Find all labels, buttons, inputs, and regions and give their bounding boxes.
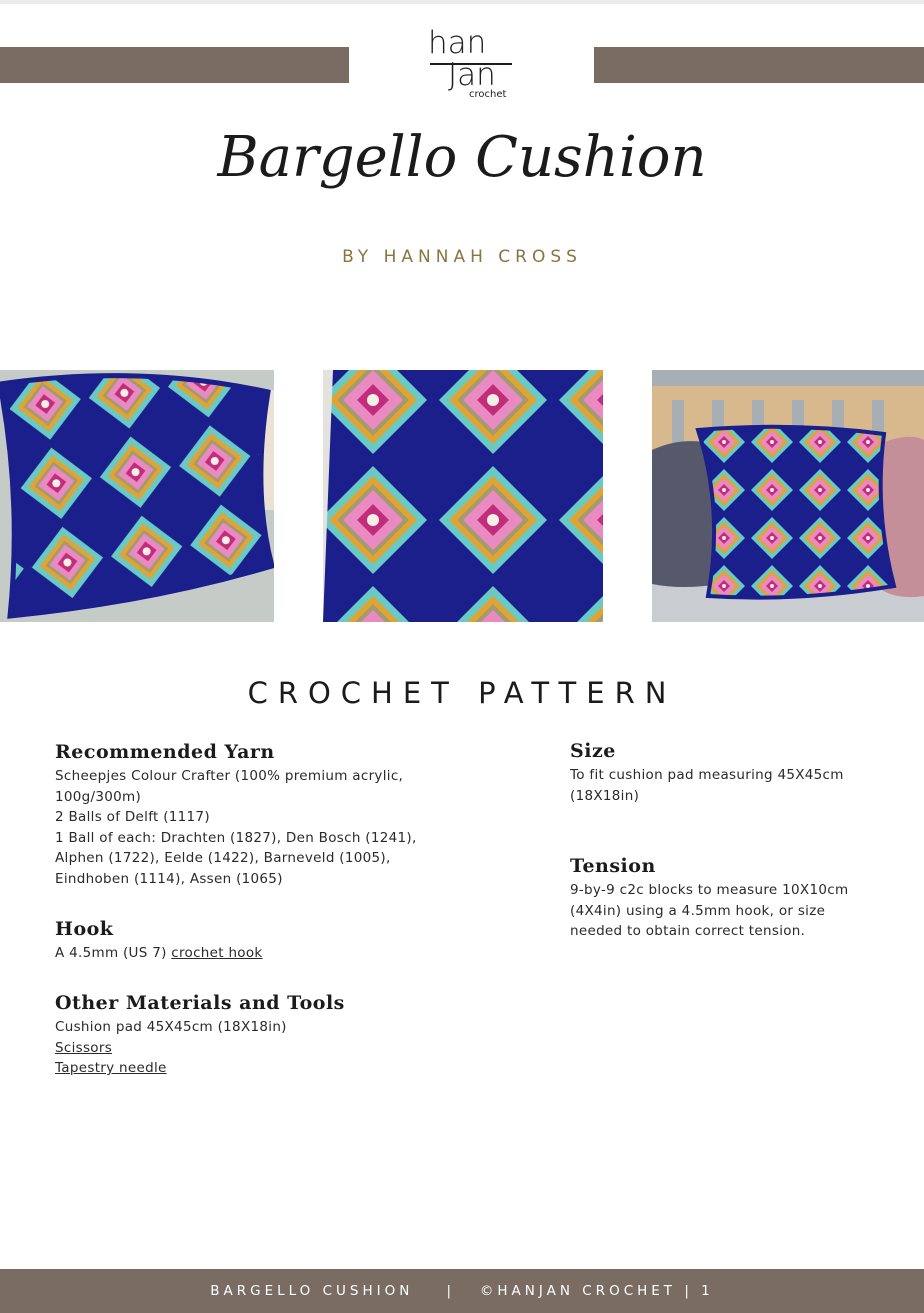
tension-line: 9-by-9 c2c blocks to measure 10X10cm — [570, 882, 849, 898]
author-byline: BY HANNAH CROSS — [342, 247, 582, 267]
footer-text: BARGELLO CUSHION | ©HANJAN CROCHET | 1 — [210, 1283, 714, 1299]
logo-word-han: han — [428, 25, 487, 61]
cushion-closeup-photo — [323, 370, 603, 622]
yarn-line: 1 Ball of each: Drachten (1827), Den Bosch (1241), — [55, 829, 417, 846]
yarn-line: 2 Balls of Delft (1117) — [55, 809, 210, 825]
cushion-angled-photo — [0, 370, 274, 622]
header-band-left — [0, 47, 349, 83]
hook-description: A 4.5mm (US 7) — [55, 945, 172, 961]
cushion-on-sofa-photo — [652, 370, 924, 622]
hanjan-logo[interactable] — [420, 25, 520, 104]
tension-section — [570, 855, 890, 942]
page-title: Bargello Cushion — [217, 125, 707, 190]
size-line: (18X18in) — [570, 787, 640, 804]
tension-line: needed to obtain correct tension. — [570, 923, 806, 939]
size-section — [570, 740, 890, 806]
page-footer — [0, 1269, 924, 1313]
header-band-right — [594, 47, 924, 83]
other-materials-section — [55, 992, 475, 1079]
scissors-link[interactable]: Scissors — [55, 1039, 113, 1056]
logo-word-crochet: crochet — [469, 89, 507, 100]
tension-line: (4X4in) using a 4.5mm hook, or size — [570, 902, 826, 919]
top-edge-line — [0, 0, 924, 4]
section-title: CROCHET PATTERN — [247, 676, 677, 710]
yarn-line: Eindhoben (1114), Assen (1065) — [55, 870, 283, 887]
recommended-yarn-section — [55, 741, 475, 889]
crochet-hook-link[interactable]: crochet hook — [171, 945, 263, 961]
size-line: To fit cushion pad measuring 45X45cm — [570, 767, 844, 783]
size-heading: Size — [570, 740, 616, 762]
other-materials-heading: Other Materials and Tools — [55, 992, 345, 1014]
yarn-heading: Recommended Yarn — [55, 741, 275, 763]
yarn-line: Scheepjes Colour Crafter (100% premium acrylic, — [55, 768, 404, 784]
tapestry-needle-link[interactable]: Tapestry needle — [55, 1060, 167, 1076]
cushion-pad-text: Cushion pad 45X45cm (18X18in) — [55, 1019, 287, 1035]
hook-section — [55, 918, 475, 964]
hook-heading: Hook — [55, 918, 114, 940]
hook-text — [55, 943, 475, 964]
yarn-line: Alphen (1722), Eelde (1422), Barneveld (1005), — [55, 850, 391, 866]
tension-heading: Tension — [570, 855, 656, 877]
logo-word-jan: Jan — [448, 57, 496, 93]
yarn-line: 100g/300m) — [55, 788, 142, 805]
